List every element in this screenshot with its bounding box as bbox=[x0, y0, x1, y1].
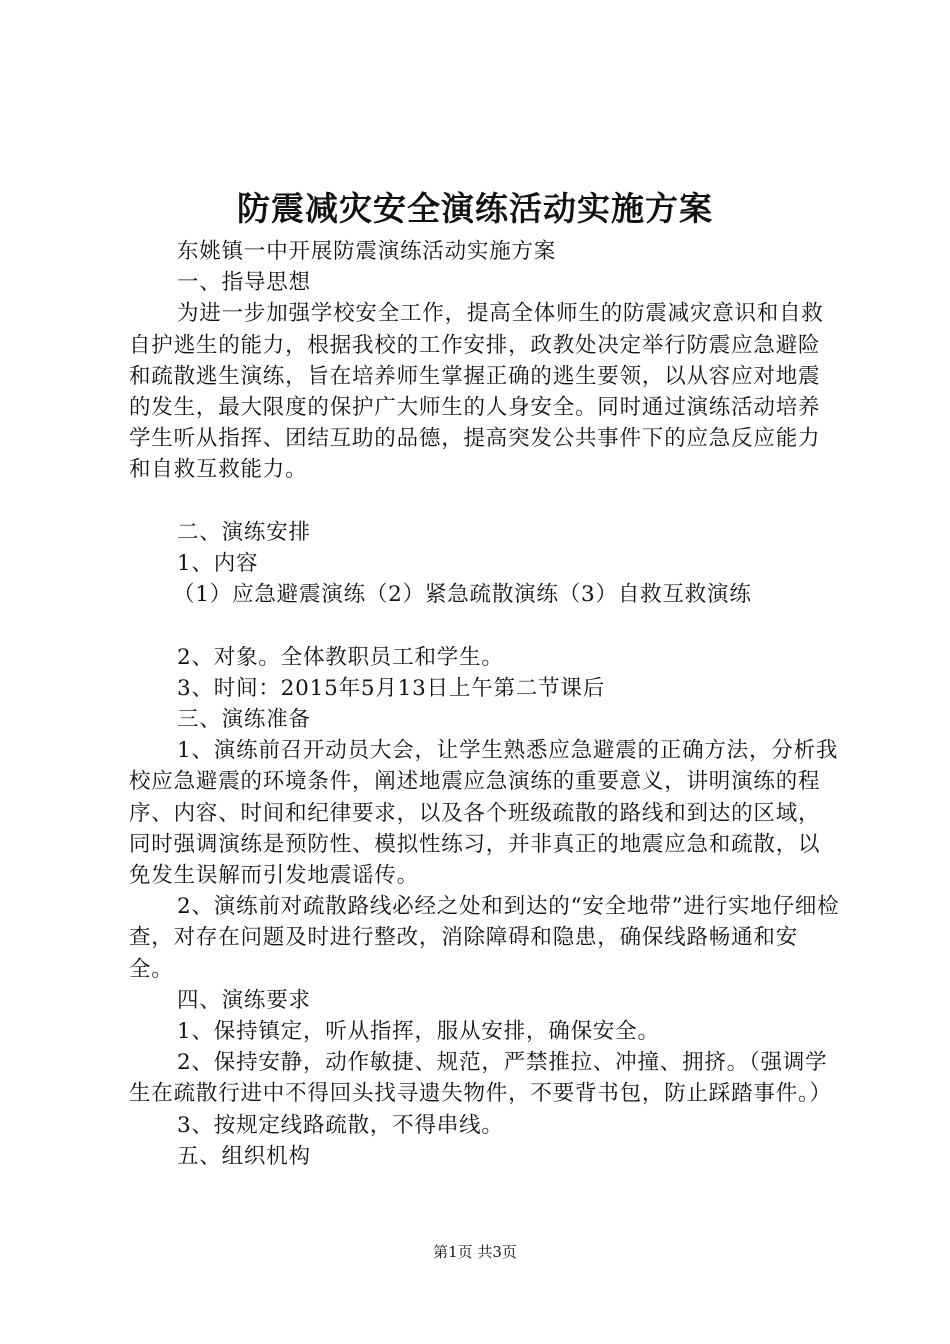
spacer bbox=[129, 486, 841, 517]
list-item-requirement-2: 2、保持安静，动作敏捷、规范，严禁推拉、冲撞、拥挤。（强调学生在疏散行进中不得回头找寻遗失物件，不要背书包，防止踩踏事件。） bbox=[129, 1050, 832, 1107]
section-heading-5: 五、组织机构 bbox=[177, 1143, 311, 1169]
document-title: 防震减灾安全演练活动实施方案 bbox=[237, 189, 713, 228]
page-number: 第1页 共3页 bbox=[433, 1243, 517, 1261]
list-item-target: 2、对象。全体教职员工和学生。 bbox=[177, 644, 504, 670]
document-subtitle: 东姚镇一中开展防震演练活动实施方案 bbox=[177, 239, 557, 264]
paragraph-guiding-idea: 为进一步加强学校安全工作，提高全体师生的防震减灾意识和自救自护逃生的能力，根据我校的工作安排，政教处决定举行防震应急避险和疏散逃生演练，旨在培养师生掌握正确的逃生要领，以从容应对地震的发生，最大限度的保护广大师生的人身安全。同时通过演练活动培养学生听从指挥、团结互助的品德，提高突发公共事件下的应急反应能力和自救互救能力。 bbox=[129, 301, 824, 483]
section-heading-4: 四、演练要求 bbox=[177, 987, 311, 1013]
paragraph-prep-2: 2、演练前对疏散路线必经之处和到达的“安全地带”进行实地仔细检查，对存在问题及时进行整改，消除障碍和隐患，确保线路畅通和安全。 bbox=[129, 894, 840, 982]
document-body bbox=[129, 236, 841, 1172]
section-heading-2: 二、演练安排 bbox=[177, 519, 311, 545]
list-item-content: 1、内容 bbox=[177, 551, 259, 577]
list-item-content-detail: （1）应急避震演练（2）紧急疏散演练（3）自救互救演练 bbox=[173, 582, 752, 608]
paragraph-prep-1: 1、演练前召开动员大会，让学生熟悉应急避震的正确方法，分析我校应急避震的环境条件，阐述地震应急演练的重要意义，讲明演练的程序、内容、时间和纪律要求，以及各个班级疏散的路线和到达的区域，同时强调演练是预防性、模拟性练习，并非真正的地震应急和疏散，以免发生误解而引发地震谣传。 bbox=[129, 738, 839, 889]
list-item-requirement-3: 3、按规定线路疏散，不得串线。 bbox=[177, 1112, 504, 1138]
section-heading-3: 三、演练准备 bbox=[177, 707, 311, 733]
list-item-requirement-1: 1、保持镇定，听从指挥，服从安排，确保安全。 bbox=[177, 1019, 660, 1045]
section-heading-1: 一、指导思想 bbox=[177, 270, 311, 296]
spacer bbox=[129, 610, 841, 641]
list-item-time: 3、时间：2015年5月13日上午第二节课后 bbox=[177, 675, 606, 701]
